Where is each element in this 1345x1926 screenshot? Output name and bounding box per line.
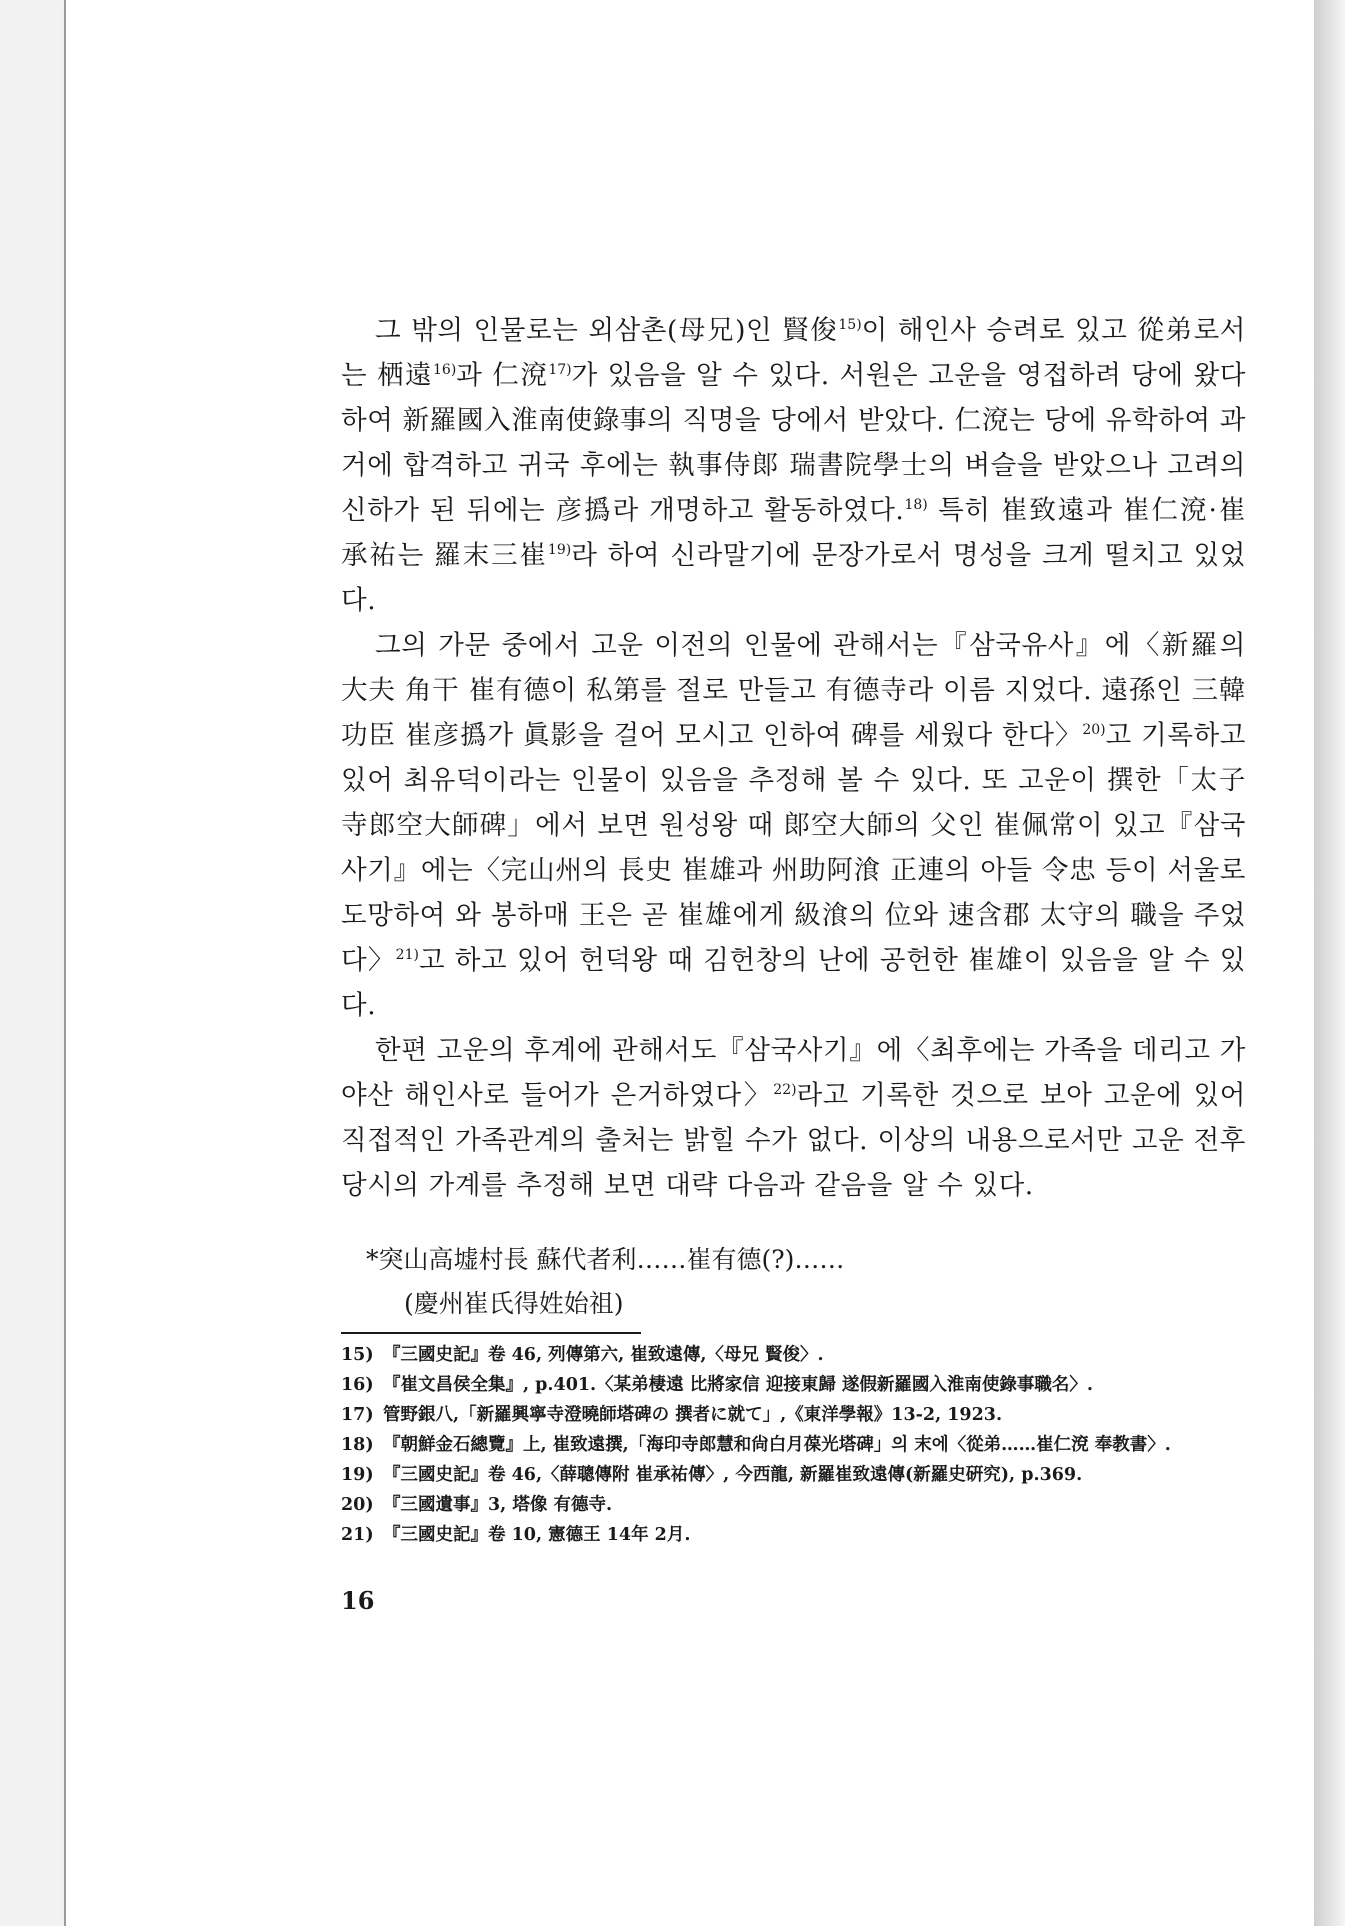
text-run: 라 하여 신라말기에 문장가로서 명성을 크게 떨치고 있었다. — [341, 540, 1246, 616]
footnote-ref: 20) — [1082, 722, 1106, 738]
text-run: 라고 기록한 것으로 보아 고운에 있어 직접적인 가족관계의 출처는 밝힐 수가 없다. 이상의 내용으로서만 고운 전후 당시의 가계를 추정해 보면 대략 다음과 같음을 알 수 있다. — [341, 1080, 1246, 1201]
paragraph — [341, 1028, 1246, 1208]
footnote — [341, 1460, 1261, 1490]
text-run: 이 해인사 승려로 있고 從弟로서는 栖遠 — [341, 315, 1247, 391]
text-run: 그의 가문 중에서 고운 이전의 인물에 관해서는『삼국유사』에〈新羅의 大夫 角干 崔有德이 私第를 절로 만들고 有德寺라 이름 지었다. 遠孫인 三韓功臣 崔彦撝가 眞影을 걸어 모시고 인하여 碑를 세웠다 한다〉 — [341, 630, 1246, 751]
footnote-number: 15) — [341, 1345, 374, 1365]
footnote — [341, 1520, 1261, 1550]
footnote-number: 20) — [341, 1495, 374, 1515]
text-run: 특히 崔致遠과 崔仁渷·崔承祐는 羅末三崔 — [341, 495, 1246, 571]
footnote — [341, 1430, 1261, 1460]
text-run: 고 하고 있어 헌덕왕 때 김헌창의 난에 공헌한 崔雄이 있음을 알 수 있다. — [341, 945, 1246, 1021]
page-edge-shadow — [1314, 0, 1345, 1926]
footnote-text: 『崔文昌侯全集』, p.401.〈某弟棲遠 比將家信 迎接東歸 遂假新羅國入淮南使錄事職名〉. — [383, 1375, 1094, 1395]
footnote-ref: 22) — [773, 1082, 797, 1098]
footnote-number: 21) — [341, 1525, 374, 1545]
text-run: 고 기록하고 있어 최유덕이라는 인물이 있음을 추정해 볼 수 있다. 또 고운이 撰한「太子寺郎空大師碑」에서 보면 원성왕 때 郞空大師의 父인 崔佩常이 있고『삼국사기』에는〈完山州의 長史 崔雄과 州助阿湌 正連의 아들 令忠 등이 서울로 도망하여 와 봉하매 王은 곧 崔雄에게 級湌의 位와 速含郡 太守의 職을 주었다〉 — [341, 720, 1246, 976]
footnote-divider — [341, 1332, 641, 1334]
footnote — [341, 1400, 1261, 1430]
footnote-number: 19) — [341, 1465, 374, 1485]
genealogy-line-1: *突山高墟村長 蘇代者利……崔有德(?)…… — [366, 1245, 845, 1274]
text-run: 그 밖의 인물로는 외삼촌(母兄)인 賢俊 — [375, 315, 839, 346]
footnote-number: 18) — [341, 1435, 374, 1455]
footnote — [341, 1370, 1261, 1400]
text-run: 과 仁渷 — [456, 360, 549, 391]
footnote-text: 『朝鮮金石總覽』上, 崔致遠撰,「海印寺郎慧和尙白月葆光塔碑」의 末에〈從弟……崔仁渷 奉教書〉. — [383, 1435, 1171, 1455]
genealogy-line-2: (慶州崔氏得姓始祖) — [404, 1289, 624, 1318]
page-number: 16 — [341, 1586, 375, 1615]
footnote-text: 管野銀八,「新羅興寧寺澄曉師塔碑の 撰者に就て」,《東洋學報》13-2, 1923. — [383, 1405, 1003, 1425]
footnote — [341, 1490, 1261, 1520]
footnote-ref: 15) — [838, 317, 862, 333]
page-content — [341, 308, 1246, 1615]
body-text — [341, 308, 1246, 1208]
footnote-text: 『三國史記』卷 10, 憲德王 14年 2月. — [383, 1525, 691, 1545]
footnote-text: 『三國史記』卷 46,〈薛聰傳附 崔承祐傳〉, 今西龍, 新羅崔致遠傳(新羅史硏究), p.369. — [383, 1465, 1083, 1485]
footnote — [341, 1340, 1261, 1370]
document-page — [64, 0, 1316, 1926]
paragraph — [341, 623, 1246, 1028]
text-run: 한편 고운의 후계에 관해서도『삼국사기』에〈최후에는 가족을 데리고 가야산 해인사로 들어가 은거하였다〉 — [341, 1035, 1246, 1111]
footnote-text: 『三國遺事』3, 塔像 有德寺. — [383, 1495, 613, 1515]
footnotes — [341, 1340, 1261, 1550]
footnote-ref: 17) — [548, 362, 572, 378]
text-run: 가 있음을 알 수 있다. 서원은 고운을 영접하려 당에 왔다 하여 新羅國入淮南使錄事의 직명을 당에서 받았다. 仁渷는 당에 유학하여 과거에 합격하고 귀국 후에는 執事侍郞 瑞書院學士의 벼슬을 받았으나 고려의 신하가 된 뒤에는 彦撝라 개명하고 활동하였다. — [341, 360, 1246, 526]
footnote-ref: 19) — [547, 542, 572, 558]
footnote-ref: 18) — [904, 497, 928, 513]
footnote-ref: 21) — [395, 947, 419, 963]
footnote-text: 『三國史記』卷 46, 列傳第六, 崔致遠傳,〈母兄 賢俊〉. — [383, 1345, 824, 1365]
paragraph — [341, 308, 1246, 623]
genealogy-chart — [341, 1238, 1246, 1326]
footnote-number: 16) — [341, 1375, 374, 1395]
footnote-number: 17) — [341, 1405, 374, 1425]
footnote-ref: 16) — [433, 362, 457, 378]
